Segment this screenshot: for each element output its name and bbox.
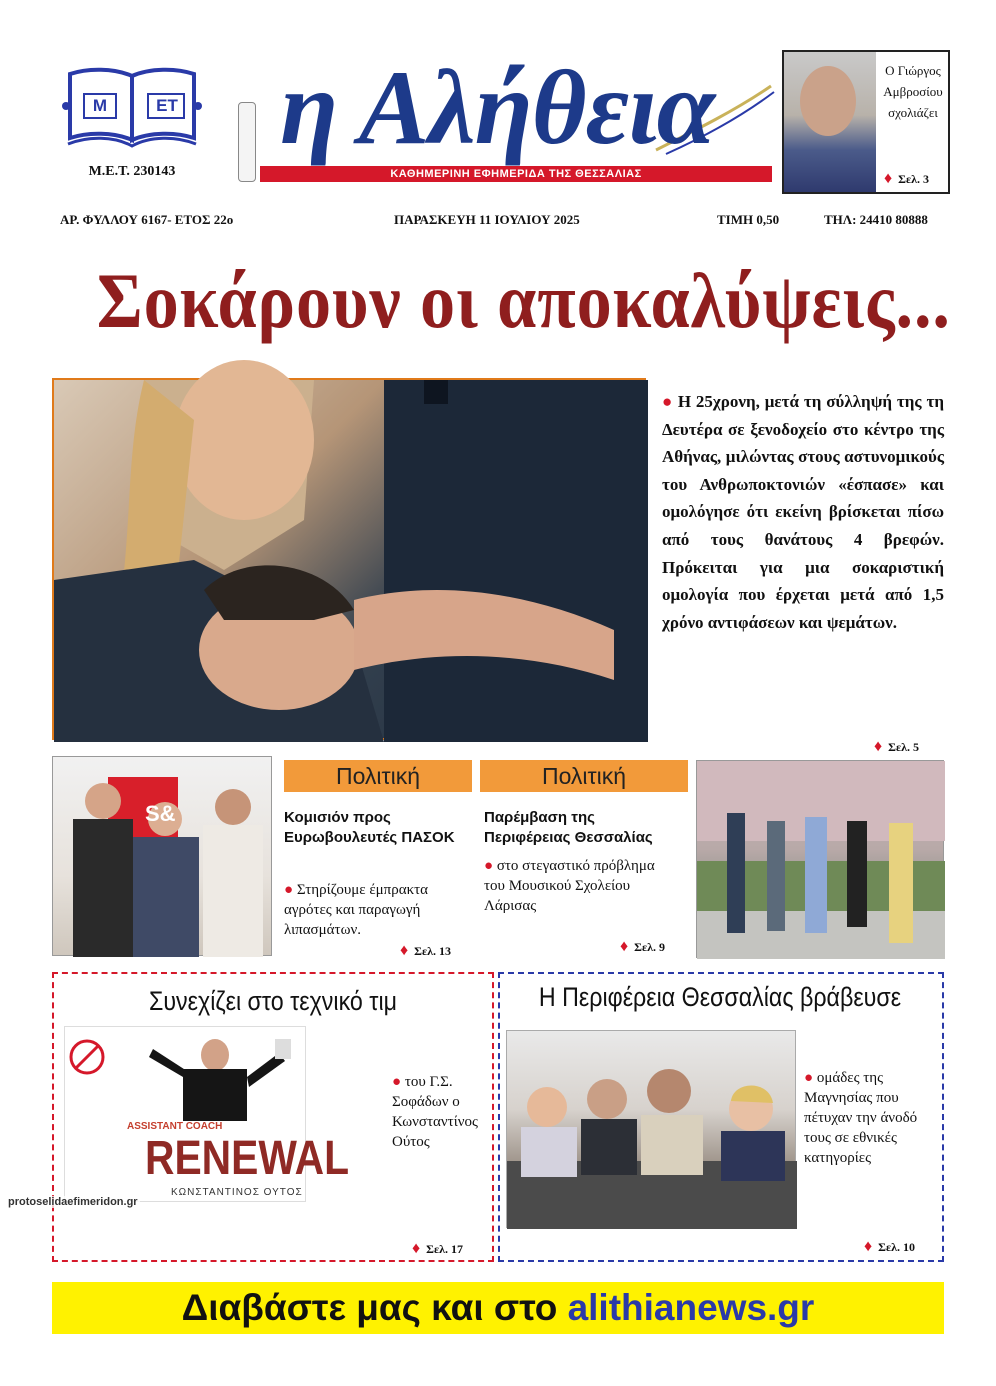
diamond-icon: ♦	[412, 1240, 421, 1257]
newspaper-subtitle: ΚΑΘΗΜΕΡΙΝΗ ΕΦΗΜΕΡΙΔΑ ΤΗΣ ΘΕΣΣΑΛΙΑΣ	[260, 166, 772, 182]
lead-story-text: ● Η 25χρονη, μετά τη σύλληψή της τη Δευτέρα σε ξενοδοχείο στο κέντρο της Αθήνας, μιλώντας στους αστυνομικούς του Ανθρωποκτονιών «έσπασε» και ομολόγησε ότι εκείνη βρίσκεται πίσω από τους θανάτους 4 βρεφών. Πρόκειται για μια σοκαριστική ομολογία που έρχεται μετά από 1,5 χρόνο αντιφάσεων και ψεμάτων.	[662, 392, 944, 632]
issue-number: ΑΡ. ΦΥΛΛΟΥ 6167- ΕΤΟΣ 22ο	[60, 212, 234, 227]
story-right-body: ● στο στεγαστικό πρόβλημα του Μουσικού Σχολείου Λάρισας	[484, 858, 655, 914]
pasok-photo-illustration	[53, 757, 273, 957]
category-tab-politics-left[interactable]: Πολιτική	[284, 760, 472, 792]
category-tab-politics-right[interactable]: Πολιτική	[480, 760, 688, 792]
lead-story-photo[interactable]	[52, 378, 646, 740]
story-left-page-ref[interactable]: ♦ Σελ. 13	[400, 942, 452, 959]
sports-box-body: ● του Γ.Σ. Σοφάδων ο Κωνσταντίνος Ούτος	[392, 1074, 478, 1150]
poster-role: ASSISTANT COACH	[127, 1121, 223, 1132]
website-banner[interactable]	[52, 1282, 944, 1334]
diamond-icon: ♦	[864, 1238, 873, 1255]
story-right-page-ref[interactable]: ♦ Σελ. 9	[620, 938, 666, 955]
music-school-photo[interactable]	[696, 760, 944, 958]
met-logo-letter-left: M	[92, 96, 108, 115]
lead-photo-illustration	[54, 380, 648, 742]
sports-page-ref[interactable]: ♦ Σελ. 17	[412, 1240, 464, 1257]
region-award-illustration	[507, 1031, 797, 1229]
bullet-icon: ●	[662, 392, 678, 411]
bullet-icon: ●	[284, 882, 297, 898]
site-watermark: protoselidaefimeridon.gr	[8, 1196, 138, 1208]
pasok-mep-photo[interactable]	[52, 756, 272, 956]
banner-site-link[interactable]: alithianews.gr	[567, 1287, 815, 1328]
pasok-photo-sign: S&	[145, 801, 176, 826]
met-code: Μ.Ε.Τ. 230143	[88, 164, 176, 179]
diamond-icon: ♦	[874, 738, 883, 755]
certification-seal-icon	[238, 102, 256, 182]
sports-box-title[interactable]: Συνεχίζει στο τεχνικό τιμ	[148, 986, 397, 1016]
columnist-caption	[878, 60, 948, 123]
diamond-icon: ♦	[884, 170, 893, 187]
region-box-body: ● ομάδες της Μαγνησίας που πέτυχαν την άνοδό τους σε εθνικές κατηγορίες	[804, 1070, 918, 1166]
lead-page-ref[interactable]: ♦ Σελ. 5	[874, 738, 920, 755]
newspaper-title: η Αλήθεια	[280, 49, 715, 166]
bullet-icon: ●	[484, 858, 497, 874]
issue-phone: ΤΗΛ: 24410 80888	[824, 212, 928, 227]
diamond-icon: ♦	[400, 942, 409, 959]
diamond-icon: ♦	[620, 938, 629, 955]
renewal-poster-photo[interactable]	[64, 1026, 349, 1202]
region-page-ref[interactable]: ♦ Σελ. 10	[864, 1238, 916, 1255]
story-left-body: ● Στηρίζουμε έμπρακτα αγρότες και παραγωγή λιπασμάτων.	[284, 882, 429, 938]
region-box-title[interactable]: Η Περιφέρεια Θεσσαλίας βράβευσε	[538, 982, 902, 1012]
region-award-photo[interactable]	[506, 1030, 796, 1228]
columnist-name-last: Αμβροσίου	[883, 84, 943, 99]
issue-date: ΠΑΡΑΣΚΕΥΗ 11 ΙΟΥΛΙΟΥ 2025	[394, 212, 580, 227]
columnist-page-ref: ♦ Σελ. 3	[884, 170, 930, 187]
poster-renewal: RENEWAL	[145, 1132, 349, 1185]
bullet-icon: ●	[804, 1070, 817, 1086]
story-left-title[interactable]: Κομισιόν προς Ευρωβουλευτές ΠΑΣΟΚ	[284, 809, 455, 846]
columnist-face	[800, 66, 856, 136]
banner-prefix: Διαβάστε μας και στο	[181, 1287, 558, 1328]
story-right-title[interactable]: Παρέμβαση της Περιφέρειας Θεσσαλίας	[484, 809, 653, 846]
columnist-verb: σχολιάζει	[888, 105, 938, 120]
music-school-illustration	[697, 761, 945, 959]
poster-name: ΚΩΝΣΤΑΝΤΙΝΟΣ ΟΥΤΟΣ	[171, 1187, 303, 1198]
columnist-name-first: Ο Γιώργος	[885, 63, 941, 78]
main-headline[interactable]: Σοκάρουν οι αποκαλύψεις...	[96, 257, 951, 344]
issue-price: ΤΙΜΗ 0,50	[717, 212, 780, 227]
bullet-icon: ●	[392, 1074, 405, 1090]
met-logo-letter-right: ET	[156, 96, 178, 115]
